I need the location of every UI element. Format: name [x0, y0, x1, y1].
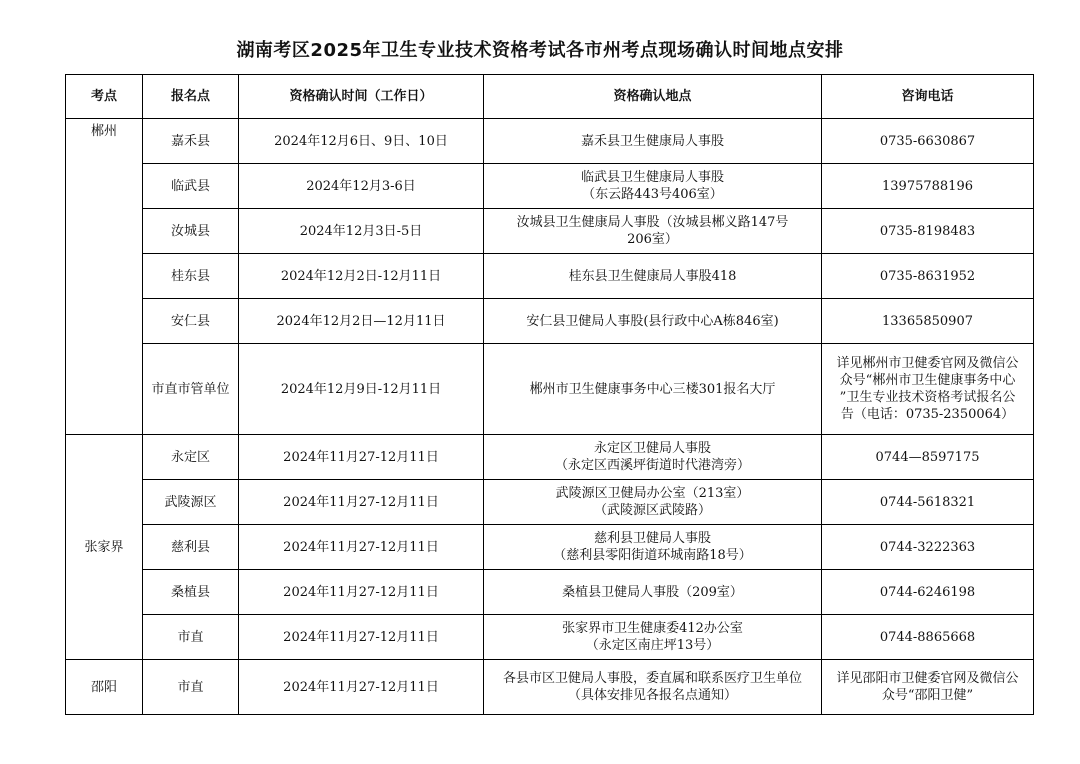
- time-cell: 2024年12月6日、9日、10日: [239, 119, 484, 164]
- phone-line: 详见郴州市卫健委官网及微信公: [836, 356, 1019, 371]
- city-chenzhou: 郴州: [66, 119, 143, 435]
- table-row: [66, 525, 1034, 570]
- phone-cell: [822, 660, 1034, 715]
- office-cell: 桑植县: [143, 570, 239, 615]
- page-title: 湖南考区2025年卫生专业技术资格考试各市州考点现场确认时间地点安排: [236, 40, 844, 61]
- time-cell: 2024年11月27-12月11日: [239, 480, 484, 525]
- table-row: [66, 209, 1034, 254]
- place-line: （慈利县零阳街道环城南路18号）: [553, 548, 752, 563]
- city-shaoyang: 邵阳: [66, 660, 143, 715]
- place-line: 嘉禾县卫生健康局人事股: [580, 133, 724, 149]
- phone-cell: 0744-8865668: [822, 615, 1034, 660]
- place-cell: [484, 299, 822, 344]
- place-line: 安仁县卫健局人事股(县行政中心A栋846室): [526, 313, 779, 329]
- place-line: 武陵源区卫健局办公室（213室）: [555, 486, 750, 501]
- phone-line: 告（电话：0735-2350064）: [840, 407, 1015, 422]
- table-row: [66, 480, 1034, 525]
- phone-line: 众号“郴州市卫生健康事务中心: [839, 373, 1016, 388]
- place-line: （永定区南庄坪13号）: [585, 638, 720, 653]
- place-line: 郴州市卫生健康事务中心三楼301报名大厅: [529, 381, 776, 397]
- office-cell: 安仁县: [143, 299, 239, 344]
- office-cell: 市直市管单位: [143, 344, 239, 435]
- place-cell: [484, 164, 822, 209]
- office-cell: 市直: [143, 660, 239, 715]
- place-cell: [484, 209, 822, 254]
- header-office: 报名点: [143, 75, 239, 119]
- place-cell: [484, 660, 822, 715]
- place-cell: [484, 570, 822, 615]
- header-place: 资格确认地点: [484, 75, 822, 119]
- phone-line: 详见邵阳市卫健委官网及微信公: [836, 671, 1019, 686]
- phone-cell: 0744—8597175: [822, 435, 1034, 480]
- place-line: 汝城县卫生健康局人事股（汝城县郴义路147号: [516, 215, 789, 230]
- place-line: 桂东县卫生健康局人事股418: [568, 268, 737, 284]
- phone-cell: 0744-5618321: [822, 480, 1034, 525]
- table-row: [66, 660, 1034, 715]
- table-row: [66, 435, 1034, 480]
- header-phone: 咨询电话: [822, 75, 1034, 119]
- office-cell: 临武县: [143, 164, 239, 209]
- place-cell: [484, 435, 822, 480]
- office-cell: 永定区: [143, 435, 239, 480]
- office-cell: 慈利县: [143, 525, 239, 570]
- phone-cell: 0735-8631952: [822, 254, 1034, 299]
- place-line: （永定区西溪坪街道时代港湾旁）: [554, 458, 750, 473]
- table-row: [66, 164, 1034, 209]
- phone-cell: 13365850907: [822, 299, 1034, 344]
- city-zhangjiajie: 张家界: [66, 435, 143, 660]
- header-site: 考点: [66, 75, 143, 119]
- table-row: [66, 615, 1034, 660]
- time-cell: 2024年12月2日-12月11日: [239, 254, 484, 299]
- place-line: 永定区卫健局人事股: [593, 441, 711, 456]
- place-cell: [484, 525, 822, 570]
- table-row: [66, 299, 1034, 344]
- phone-cell: 0744-6246198: [822, 570, 1034, 615]
- office-cell: 桂东县: [143, 254, 239, 299]
- phone-cell: 0735-8198483: [822, 209, 1034, 254]
- phone-line: 众号“邵阳卫健”: [881, 688, 974, 703]
- place-cell: [484, 119, 822, 164]
- place-line: 临武县卫生健康局人事股: [580, 170, 724, 185]
- office-cell: 嘉禾县: [143, 119, 239, 164]
- header-time: 资格确认时间（工作日）: [239, 75, 484, 119]
- time-cell: 2024年11月27-12月11日: [239, 615, 484, 660]
- time-cell: 2024年12月3-6日: [239, 164, 484, 209]
- time-cell: 2024年11月27-12月11日: [239, 525, 484, 570]
- time-cell: 2024年12月9日-12月11日: [239, 344, 484, 435]
- place-cell: [484, 480, 822, 525]
- place-line: 各县市区卫健局人事股，委直属和联系医疗卫生单位: [502, 671, 802, 686]
- office-cell: 汝城县: [143, 209, 239, 254]
- place-line: （具体安排见各报名点通知）: [567, 688, 737, 703]
- table-row: [66, 119, 1034, 164]
- table-row: [66, 344, 1034, 435]
- time-cell: 2024年11月27-12月11日: [239, 570, 484, 615]
- place-cell: [484, 344, 822, 435]
- table-row: [66, 254, 1034, 299]
- phone-line: ”卫生专业技术资格考试报名公: [839, 390, 1016, 405]
- place-line: 慈利县卫健局人事股: [593, 531, 711, 546]
- place-line: 桑植县卫健局人事股（209室）: [562, 584, 743, 600]
- place-cell: [484, 254, 822, 299]
- time-cell: 2024年11月27-12月11日: [239, 660, 484, 715]
- time-cell: 2024年12月3日-5日: [239, 209, 484, 254]
- place-line: 张家界市卫生健康委412办公室: [562, 621, 743, 636]
- office-cell: 武陵源区: [143, 480, 239, 525]
- phone-cell: 0735-6630867: [822, 119, 1034, 164]
- place-line: 206室）: [627, 232, 678, 247]
- place-line: （东云路443号406室）: [582, 187, 723, 202]
- time-cell: 2024年12月2日—12月11日: [239, 299, 484, 344]
- phone-cell: 0744-3222363: [822, 525, 1034, 570]
- phone-cell: 13975788196: [822, 164, 1034, 209]
- table-row: [66, 570, 1034, 615]
- place-cell: [484, 615, 822, 660]
- phone-cell: [822, 344, 1034, 435]
- place-line: （武陵源区武陵路）: [593, 503, 711, 518]
- office-cell: 市直: [143, 615, 239, 660]
- header-row: [66, 75, 1034, 119]
- schedule-table: [65, 74, 1034, 715]
- time-cell: 2024年11月27-12月11日: [239, 435, 484, 480]
